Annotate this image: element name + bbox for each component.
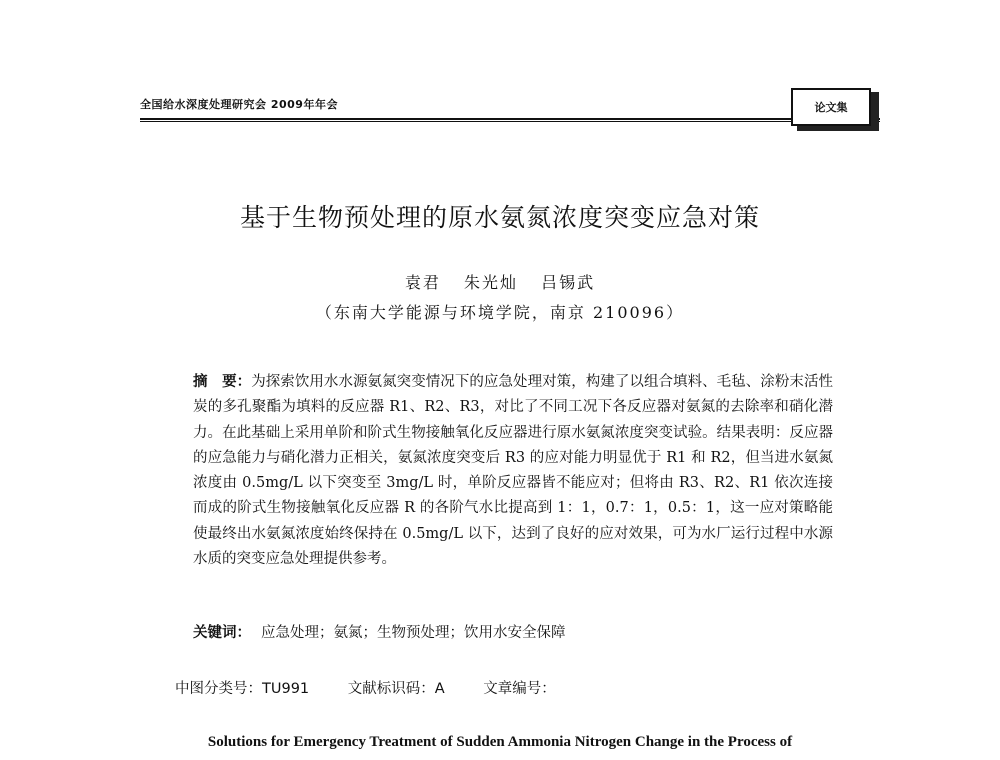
badge-shadow xyxy=(871,92,879,130)
author-list xyxy=(0,270,1000,293)
paper-title: 基于生物预处理的原水氨氮浓度突变应急对策 xyxy=(239,203,760,232)
classification-line xyxy=(175,677,875,698)
document-code: 文献标识码：A xyxy=(347,681,445,697)
author-name: 朱光灿 xyxy=(463,273,518,292)
proceedings-badge: 论文集 xyxy=(791,88,871,126)
article-number: 文章编号： xyxy=(483,681,556,697)
author-name: 袁君 xyxy=(404,273,441,292)
abstract xyxy=(193,370,833,572)
header-rule xyxy=(140,118,880,122)
english-title: Solutions for Emergency Treatment of Sudden Ammonia Nitrogen Change in the Process of xyxy=(207,734,793,750)
author-name: 吕锡武 xyxy=(541,273,596,292)
journal-header: 全国给水深度处理研究会 2009年年会 xyxy=(140,98,338,111)
keywords xyxy=(193,621,833,642)
badge-shadow-bottom xyxy=(797,126,879,131)
keywords-label: 关键词： xyxy=(193,625,251,641)
abstract-text: 为探索饮用水水源氨氮突变情况下的应急处理对策，构建了以组合填料、毛毡、涂粉末活性炭的多孔聚酯为填料的反应器 R1、R2、R3，对比了不同工况下各反应器对氨氮的去除率和硝化潜力。在此基础上采用单阶和阶式生物接触氧化反应器进行原水氨氮浓度突变试验。结果表明：反应器的应急能力与硝化潜力正相关，氨氮浓度突变后 R3 的应对能力明显优于 R1 和 R2，但当进水氨氮浓度由 0.5mg/L 以下突变至 3mg/L 时，单阶反应器皆不能应对；但将由 R3、R2、R1 依次连接而成的阶式生物接触氧化反应器 R 的各阶气水比提高到 1：1，0.7：1，0.5：1，这一应对策略能使最终出水氨氮浓度始终保持在 0.5mg/L 以下，达到了良好的应对效果，可为水厂运行过程中水源水质的突变应急处理提供参考。 xyxy=(193,374,833,568)
keywords-text: 应急处理；氨氮；生物预处理；饮用水安全保障 xyxy=(261,625,566,641)
affiliation: （东南大学能源与环境学院，南京 210096） xyxy=(315,303,685,322)
clc-number: 中图分类号：TU991 xyxy=(175,681,310,697)
abstract-label: 摘 要： xyxy=(193,374,252,390)
